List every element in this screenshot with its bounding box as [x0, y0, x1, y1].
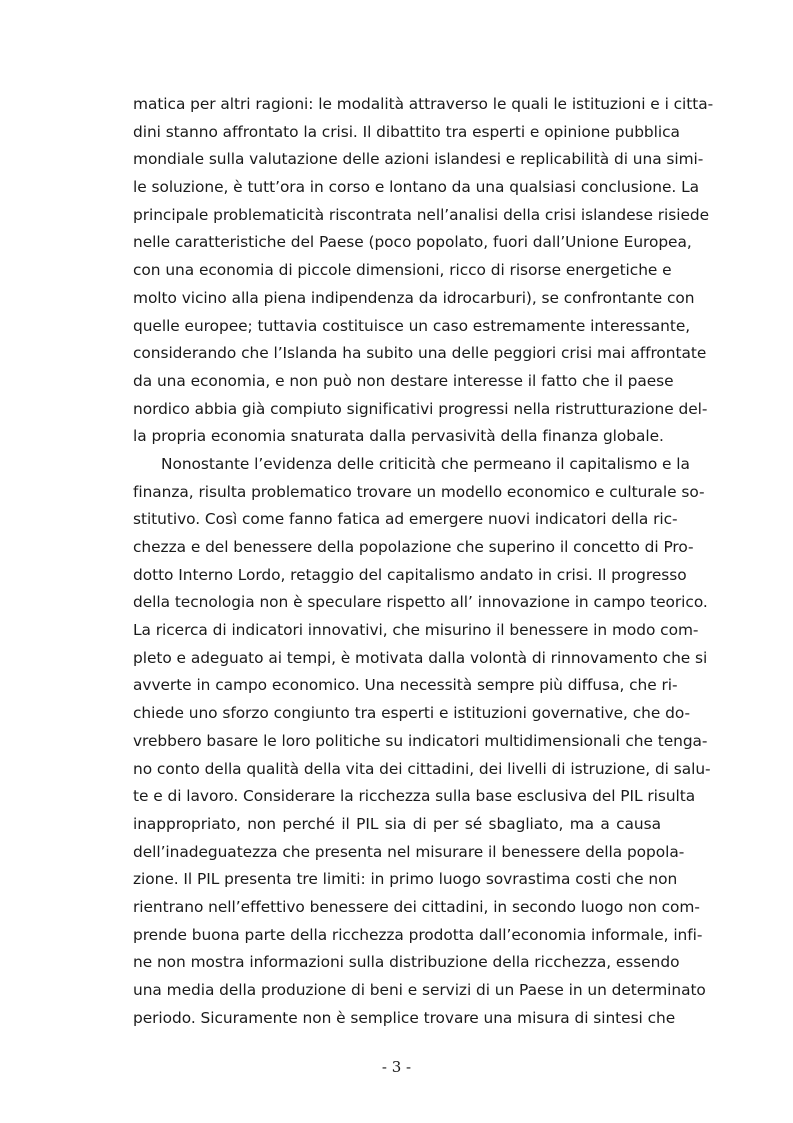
text-line: avverte in campo economico. Una necessità sempre più diffusa, che ri-	[133, 676, 678, 695]
text-line: no conto della qualità della vita dei cittadini, dei livelli di istruzione, di salu-	[133, 759, 711, 778]
page-number: - 3 -	[381, 1058, 412, 1076]
text-line: da una economia, e non può non destare interesse il fatto che il paese	[133, 371, 674, 390]
text-line: inappropriato, non perché il PIL sia di per sé sbagliato, ma a causa	[133, 814, 661, 833]
text-line: nordico abbia già compiuto significativi progressi nella ristrutturazione del-	[133, 399, 708, 418]
text-line: nelle caratteristiche del Paese (poco popolato, fuori dall’Unione Europea,	[133, 233, 692, 252]
text-line: prende buona parte della ricchezza prodotta dall’economia informale, infi-	[133, 925, 703, 944]
text-line: dotto Interno Lordo, retaggio del capitalismo andato in crisi. Il progresso	[133, 565, 687, 584]
text-line: finanza, risulta problematico trovare un modello economico e culturale so-	[133, 482, 705, 501]
text-line: chiede uno sforzo congiunto tra esperti e istituzioni governative, che do-	[133, 704, 690, 723]
text-line: pleto e adeguato ai tempi, è motivata dalla volontà di rinnovamento che si	[133, 648, 708, 667]
text-line: zione. Il PIL presenta tre limiti: in primo luogo sovrastima costi che non	[133, 870, 678, 889]
text-line: La ricerca di indicatori innovativi, che misurino il benessere in modo com-	[133, 621, 699, 640]
text-line: matica per altri ragioni: le modalità attraverso le quali le istituzioni e i citta-	[133, 95, 714, 113]
text-line: dell’inadeguatezza che presenta nel misurare il benessere della popola-	[133, 842, 685, 861]
text-line: la propria economia snaturata dalla pervasività della finanza globale.	[133, 427, 664, 446]
text-line: mondiale sulla valutazione delle azioni islandesi e replicabilità di una simi-	[133, 150, 704, 169]
text-line: le soluzione, è tutt’ora in corso e lontano da una qualsiasi conclusione. La	[133, 178, 699, 197]
text-line: ne non mostra informazioni sulla distribuzione della ricchezza, essendo	[133, 953, 680, 972]
paragraph-2	[133, 451, 711, 1032]
text-line: Nonostante l’evidenza delle criticità che permeano il capitalismo e la	[161, 454, 690, 473]
text-line: chezza e del benessere della popolazione che superino il concetto di Pro-	[133, 538, 694, 556]
text-line: una media della produzione di beni e servizi di un Paese in un determinato	[133, 981, 706, 999]
text-line: molto vicino alla piena indipendenza da idrocarburi), se confrontante con	[133, 288, 695, 307]
text-line: quelle europee; tuttavia costituisce un caso estremamente interessante,	[133, 316, 691, 335]
text-line: con una economia di piccole dimensioni, ricco di risorse energetiche e	[133, 261, 672, 280]
text-line: rientrano nell’effettivo benessere dei cittadini, in secondo luogo non com-	[133, 897, 700, 916]
paragraph-1	[133, 91, 714, 451]
text-line: della tecnologia non è speculare rispetto all’ innovazione in campo teorico.	[133, 593, 708, 612]
text-line: vrebbero basare le loro politiche su indicatori multidimensionali che tenga-	[133, 731, 708, 750]
text-line: principale problematicità riscontrata nell’analisi della crisi islandese risiede	[133, 205, 709, 224]
body-text	[133, 91, 714, 1032]
text-line: considerando che l’Islanda ha subito una delle peggiori crisi mai affrontate	[133, 344, 707, 363]
text-line: dini stanno affrontato la crisi. Il dibattito tra esperti e opinione pubblica	[133, 122, 680, 141]
text-line: te e di lavoro. Considerare la ricchezza sulla base esclusiva del PIL risulta	[133, 787, 696, 806]
text-line: stitutivo. Così come fanno fatica ad emergere nuovi indicatori della ric-	[133, 510, 678, 529]
text-line: periodo. Sicuramente non è semplice trovare una misura di sintesi che	[133, 1008, 676, 1027]
